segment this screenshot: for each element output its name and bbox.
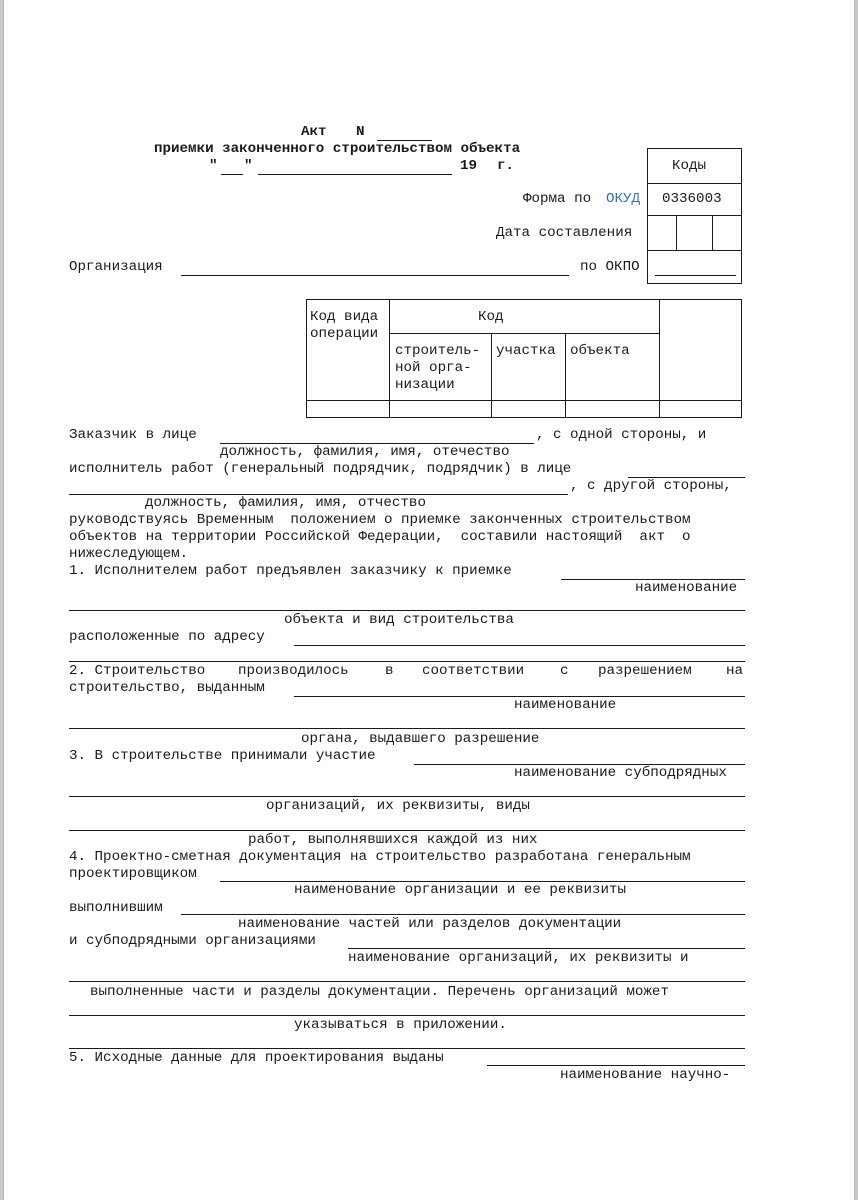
participants-blank-2[interactable] xyxy=(69,796,745,797)
col-site-header: участка xyxy=(496,343,556,359)
contractor-label: исполнитель работ (генеральный подрядчик, подрядчик) в лице xyxy=(69,461,572,477)
participants-blank-3[interactable] xyxy=(69,830,745,831)
guided-line-1: руководствуясь Временным положением о приемке законченных строительством xyxy=(69,512,691,528)
item-4-line-2: проектировщиком xyxy=(69,866,197,882)
form-label: Форма по xyxy=(523,191,592,207)
permit-blank-2[interactable] xyxy=(69,728,745,729)
subcontract-blank-4[interactable] xyxy=(69,1048,745,1049)
subcontract-blank[interactable] xyxy=(348,948,745,949)
item-2-word-3: в xyxy=(385,663,394,679)
hint-parts-done: выполненные части и разделы документации. Перечень организаций может xyxy=(90,984,669,1000)
col-builder-header: строитель- ной орга- низации xyxy=(395,343,481,393)
date-day-blank[interactable] xyxy=(221,174,243,175)
hint-name-1: наименование xyxy=(635,580,738,596)
date-quote-close: " xyxy=(244,158,253,174)
item-2-line-2: строительство, выданным xyxy=(69,680,265,696)
hint-position-1: должность, фамилия, имя, отечество xyxy=(220,444,510,460)
hint-authority: органа, выдавшего разрешение xyxy=(301,731,540,747)
performed-blank[interactable] xyxy=(181,914,745,915)
hint-subcontractors: наименование субподрядных xyxy=(514,765,727,781)
hint-position-2: должность, фамилия, имя, отчество xyxy=(145,495,426,511)
year-suffix: г. xyxy=(497,158,515,174)
act-title: Акт xyxy=(301,124,327,140)
hint-scientific: наименование научно- xyxy=(560,1067,731,1083)
year-label: 19 xyxy=(460,158,478,174)
guided-line-2: объектов на территории Российской Федерации, составили настоящий акт о xyxy=(69,529,691,545)
address-blank-2[interactable] xyxy=(69,661,745,662)
subcontract-blank-3[interactable] xyxy=(69,1015,745,1016)
side-one-text: , с одной стороны, и xyxy=(536,427,707,443)
date-compiled-label: Дата составления xyxy=(496,225,633,241)
okpo-label: по ОКПО xyxy=(580,259,640,275)
side-two-text: , с другой стороны, xyxy=(570,478,732,494)
address-blank[interactable] xyxy=(294,645,745,646)
hint-works: работ, выполнявшихся каждой из них xyxy=(248,832,538,848)
item-4-line-1: 4. Проектно-сметная документация на строительство разработана генеральным xyxy=(69,849,691,865)
hint-parts: наименование частей или разделов документации xyxy=(238,916,622,932)
document-page xyxy=(3,0,855,1200)
col-operation-header: Код вида операции xyxy=(310,309,379,342)
act-number-label: N xyxy=(356,124,365,140)
hint-orgs-details-2: наименование организаций, их реквизиты и xyxy=(348,950,689,966)
item-2-word-5: с xyxy=(560,663,569,679)
item-2-word-7: на xyxy=(726,663,744,679)
date-month-blank[interactable] xyxy=(258,174,452,175)
col-code-header: Код xyxy=(478,309,504,325)
hint-object-kind: объекта и вид строительства xyxy=(284,612,514,628)
organization-label: Организация xyxy=(69,259,163,275)
date-quote-open: " xyxy=(209,158,218,174)
organization-blank[interactable] xyxy=(181,275,569,276)
hint-orgs-details: организаций, их реквизиты, виды xyxy=(266,798,530,814)
col-object-header: объекта xyxy=(570,343,630,359)
act-subtitle: приемки законченного строительством объекта xyxy=(154,141,521,157)
item-1-blank-2[interactable] xyxy=(69,610,745,611)
located-label: расположенные по адресу xyxy=(69,629,265,645)
item-1: 1. Исполнителем работ предъявлен заказчику к приемке xyxy=(69,563,512,579)
codes-title: Коды xyxy=(672,158,707,174)
okud-link[interactable]: ОКУД xyxy=(606,191,641,207)
okud-value: 0336003 xyxy=(662,191,722,207)
guided-line-3: нижеследующем. xyxy=(69,546,189,562)
item-2-word-2: производилось xyxy=(238,663,349,679)
customer-label: Заказчик в лице xyxy=(69,427,197,443)
source-data-blank[interactable] xyxy=(487,1065,745,1066)
subcontract-orgs-label: и субподрядными организациями xyxy=(69,933,316,949)
okpo-blank[interactable] xyxy=(655,275,736,276)
item-5: 5. Исходные данные для проектирования выданы xyxy=(69,1050,444,1066)
item-3: 3. В строительстве принимали участие xyxy=(69,748,376,764)
hint-name-2: наименование xyxy=(514,697,617,713)
item-2-word-4: соответствии xyxy=(422,663,525,679)
hint-appendix: указываться в приложении. xyxy=(294,1017,507,1033)
item-2-word-1: 2. Строительство xyxy=(69,663,206,679)
performed-label: выполнившим xyxy=(69,900,163,916)
item-2-word-6: разрешением xyxy=(598,663,692,679)
hint-org-details: наименование организации и ее реквизиты xyxy=(294,882,627,898)
subcontract-blank-2[interactable] xyxy=(69,981,745,982)
